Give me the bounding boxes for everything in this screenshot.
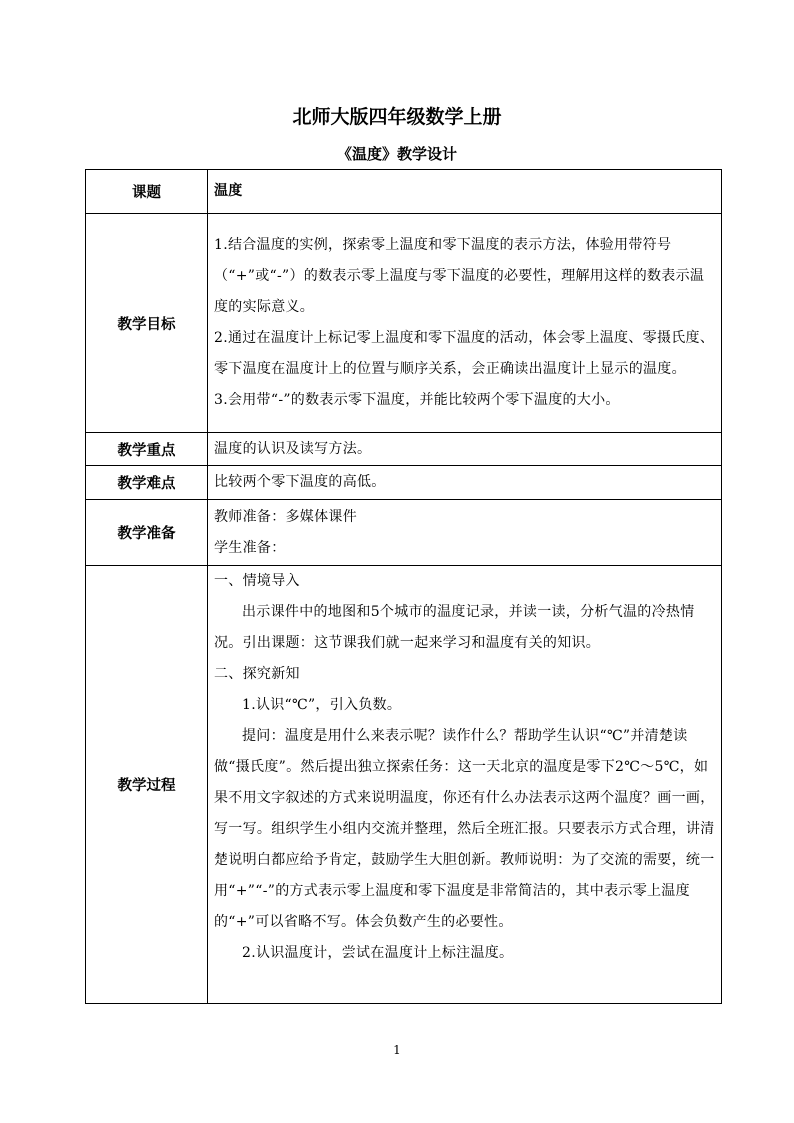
table-row-process <box>86 566 722 1004</box>
table-row-preparation <box>86 500 722 566</box>
objective-item: 1.结合温度的实例，探索零上温度和零下温度的表示方法，体验用带符号（“+”或“-”）的数表示零上温度与零下温度的必要性，理解用这样的数表示温度的实际意义。 <box>214 237 705 315</box>
teacher-preparation: 教师准备：多媒体课件 <box>214 508 357 525</box>
table-row-key-points <box>86 433 722 466</box>
table-row-difficulties <box>86 466 722 500</box>
objective-item: 3.会用带“-”的数表示零下温度，并能比较两个零下温度的大小。 <box>214 392 620 408</box>
process-cell <box>208 566 722 1004</box>
row-label-process: 教学过程 <box>86 566 208 1004</box>
objective-item: 2.通过在温度计上标记零上温度和零下温度的活动，体会零上温度、零摄氏度、零下温度在温度计上的位置与顺序关系，会正确读出温度计上显示的温度。 <box>214 330 715 377</box>
row-label-difficulties: 教学难点 <box>86 466 208 500</box>
key-points-value: 温度的认识及读写方法。 <box>208 433 722 466</box>
student-preparation: 学生准备： <box>214 539 286 556</box>
difficulties-value: 比较两个零下温度的高低。 <box>208 466 722 500</box>
section-heading: 一、情境导入 <box>214 573 300 589</box>
row-label-objectives: 教学目标 <box>86 214 208 433</box>
step-paragraph: 提问：温度是用什么来表示呢？读作什么？帮助学生认识“℃”并清楚读做“摄氏度”。然后提出独立探索任务：这一天北京的温度是零下2℃～5℃，如果不用文字叙述的方式来说明温度，你还有什么办法表示这两个温度？画一画，写一写。组织学生小组内交流并整理，然后全班汇报。只要表示方式合理，讲清楚说明白都应给予肯定，鼓励学生大胆创新。教师说明：为了交流的需要，统一用“+”“-”的方式表示零上温度和零下温度是非常简洁的，其中表示零上温度的“+”可以省略不写。体会负数产生的必要性。 <box>214 728 715 930</box>
table-row-topic <box>86 170 722 214</box>
row-label-key-points: 教学重点 <box>86 433 208 466</box>
table-row-objectives <box>86 214 722 433</box>
step-heading: 2.认识温度计，尝试在温度计上标注温度。 <box>242 945 514 961</box>
step-heading: 1.认识“℃”，引入负数。 <box>242 697 402 713</box>
row-label-preparation: 教学准备 <box>86 500 208 566</box>
preparation-cell <box>208 500 722 566</box>
document-title: 北师大版四年级数学上册 <box>292 106 502 128</box>
page-number: 1 <box>393 1043 401 1057</box>
section-heading: 二、探究新知 <box>214 666 300 682</box>
document-subtitle: 《温度》教学设计 <box>336 145 457 163</box>
section-paragraph: 出示课件中的地图和5个城市的温度记录，并读一读，分析气温的冷热情况。引出课题：这节课我们就一起来学习和温度有关的知识。 <box>214 604 695 651</box>
objectives-cell <box>208 214 722 433</box>
lesson-plan-table <box>85 169 722 1004</box>
row-label-topic: 课题 <box>86 170 208 214</box>
topic-value: 温度 <box>208 170 722 214</box>
